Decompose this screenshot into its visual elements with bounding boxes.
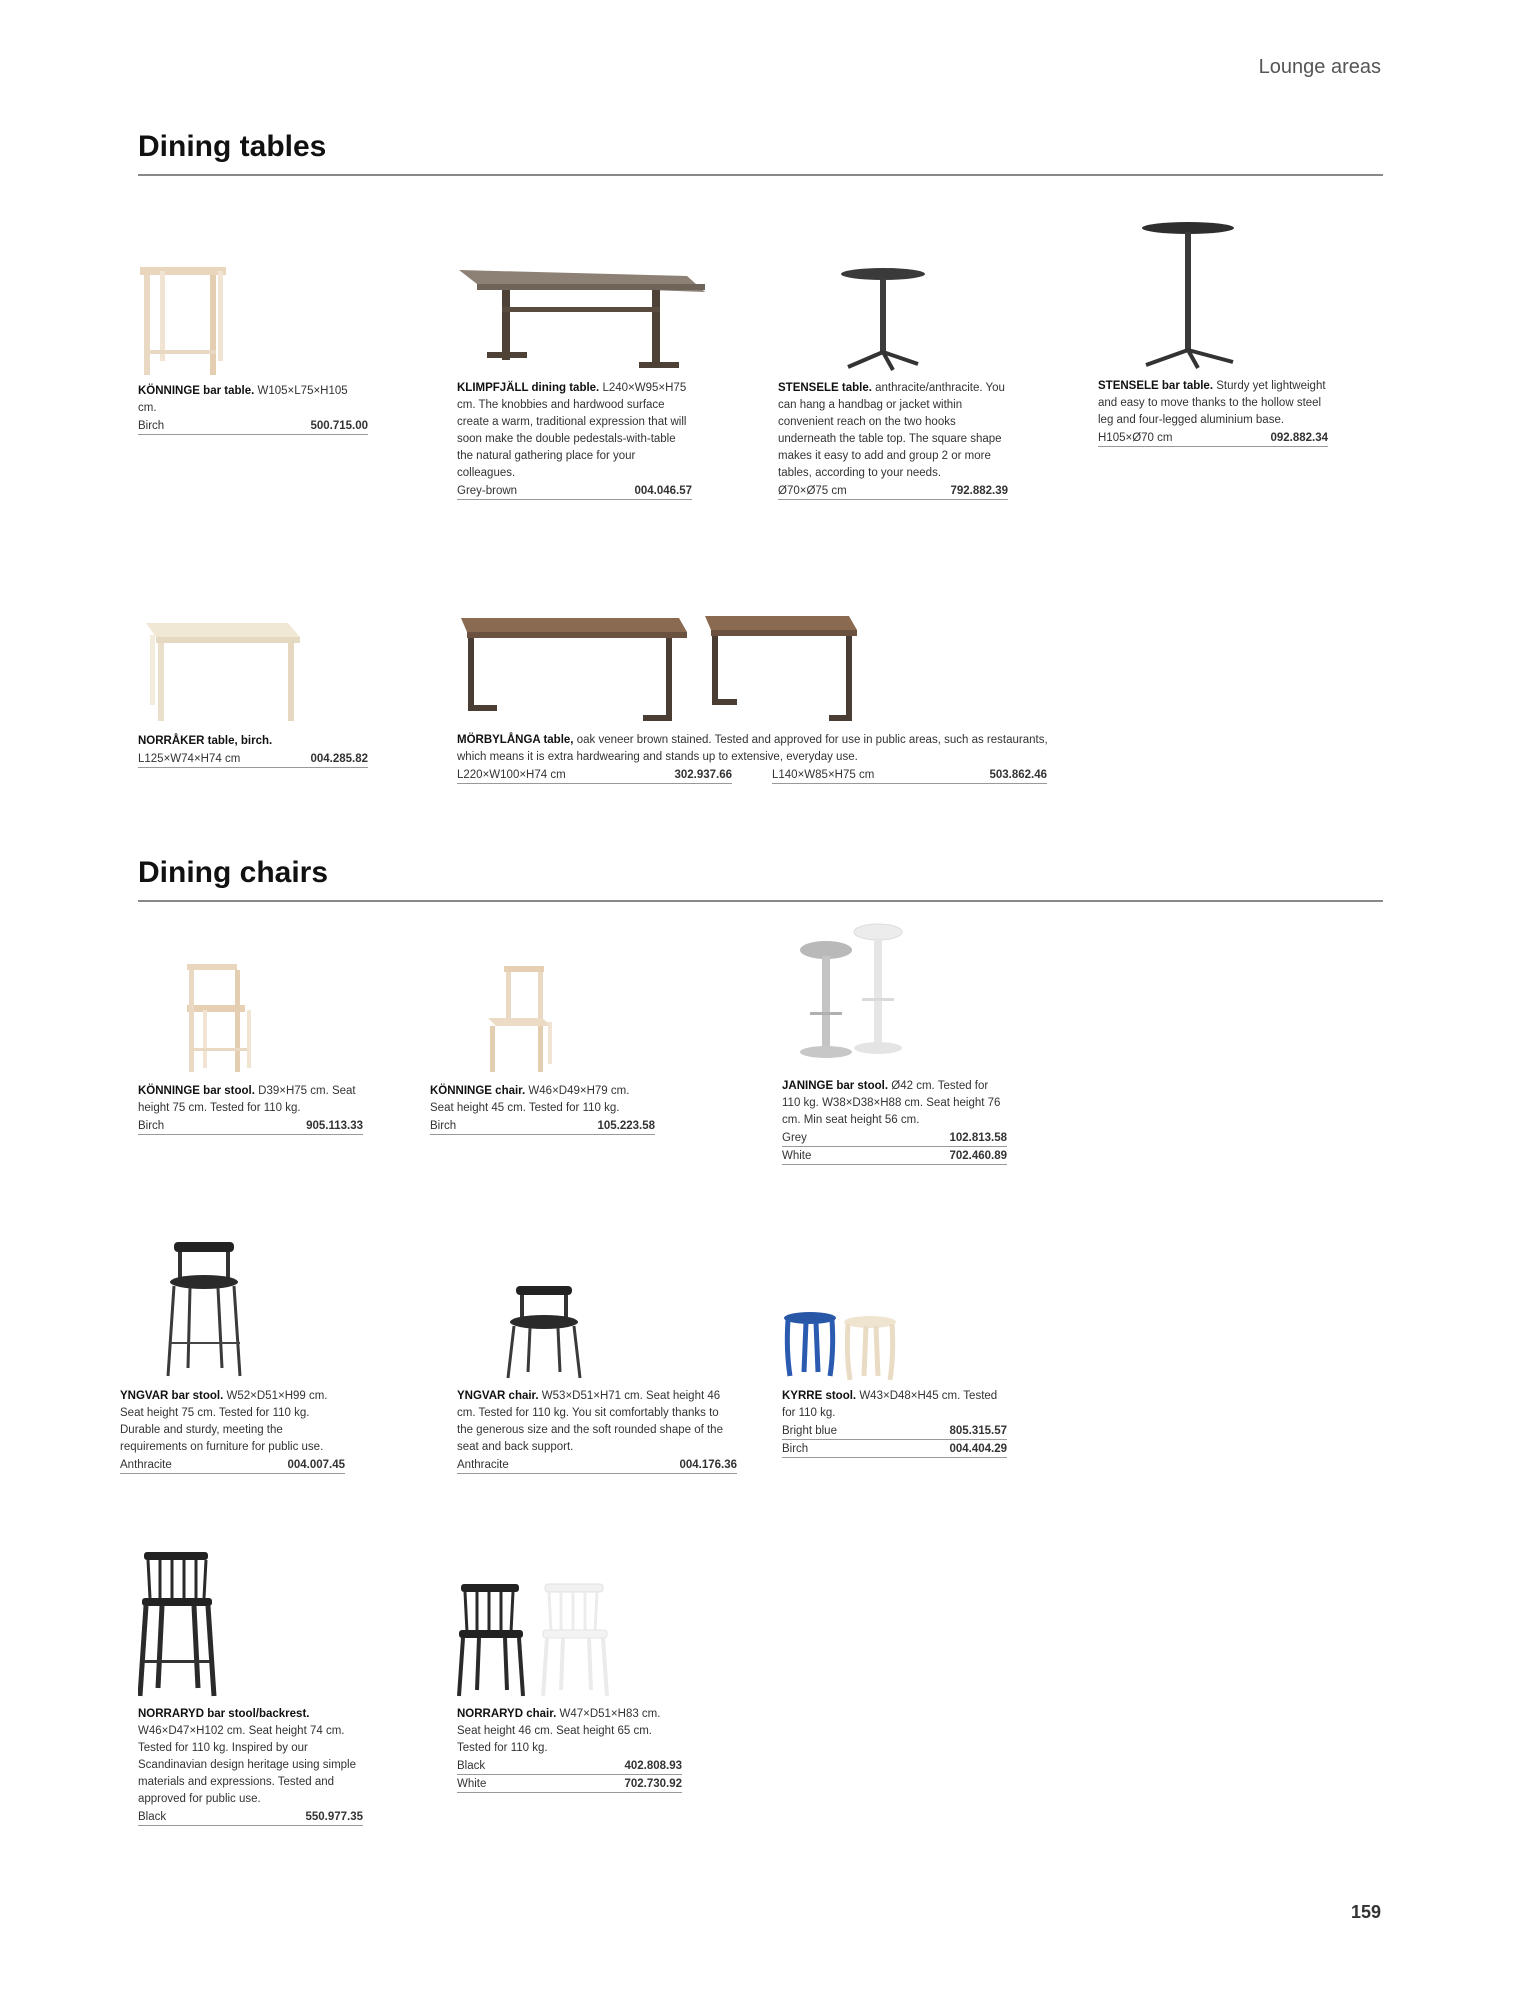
product-desc: W46×D49×H79 cm. Seat height 45 cm. Tested for 110 kg. [430,1085,630,1114]
product-name: STENSELE bar table. [1098,380,1214,392]
product-stensele-table[interactable] [778,262,1008,500]
konninge-bar-stool-image [183,960,363,1075]
price-row [457,1757,682,1775]
product-kyrre-stool[interactable] [782,1310,1007,1458]
dining-chairs-title: Dining chairs [138,856,329,889]
product-desc: W46×D47×H102 cm. Seat height 74 cm. Tested for 110 kg. Inspired by our Scandinavian design heritage using simple materials and expressions. Tested and approved for public use. [138,1725,357,1805]
product-konninge-bar-stool[interactable] [138,960,363,1135]
article-number: 302.937.66 [674,769,732,781]
product-name: KÖNNINGE bar table. [138,385,255,397]
product-janinge-bar-stool[interactable] [782,920,1007,1165]
dining-chairs-rule [138,900,1383,902]
product-name: NORRARYD bar stool/backrest. [138,1708,310,1720]
dining-tables-rule [138,174,1383,176]
product-stensele-bar-table[interactable] [1098,220,1328,447]
product-konninge-chair[interactable] [430,960,655,1135]
article-number: 004.404.29 [949,1443,1007,1455]
product-desc: Ø42 cm. Tested for 110 kg. W38×D38×H88 cm. Seat height 76 cm. Min seat height 56 cm. [782,1080,1001,1126]
variant-label: Black [138,1811,167,1823]
article-number: 702.730.92 [624,1778,682,1790]
yngvar-chair-image [502,1282,737,1380]
product-desc: W105×L75×H105 cm. [138,385,348,414]
product-desc: Sturdy yet lightweight and easy to move thanks to the hollow steel leg and four-legged aluminium base. [1098,380,1326,426]
product-name: KÖNNINGE chair. [430,1085,526,1097]
product-name: YNGVAR bar stool. [120,1390,224,1402]
price-row [430,1117,655,1135]
product-desc: W43×D48×H45 cm. Tested for 110 kg. [782,1390,998,1419]
variant-label: White [782,1150,812,1162]
article-number: 092.882.34 [1270,432,1328,444]
price-row [138,1117,363,1135]
price-row [782,1422,1007,1440]
dining-tables-title: Dining tables [138,130,327,163]
product-name: NORRÅKER table, birch. [138,735,273,747]
product-norraryd-bar-stool[interactable] [138,1548,363,1826]
price-row [782,1129,1007,1147]
price-row [772,766,1047,784]
variant-label: L125×W74×H74 cm [138,753,241,765]
article-number: 792.882.39 [950,485,1008,497]
variant-label: Black [457,1760,486,1772]
article-number: 805.315.57 [949,1425,1007,1437]
price-row [782,1147,1007,1165]
article-number: 105.223.58 [597,1120,655,1132]
product-konninge-bar-table[interactable] [138,255,368,435]
variant-label: Grey-brown [457,485,518,497]
article-number: 004.176.36 [679,1459,737,1471]
price-row [1098,429,1328,447]
product-desc: W52×D51×H99 cm. Seat height 75 cm. Tested for 110 kg. Durable and sturdy, meeting the requirements on furniture for public use. [120,1390,328,1453]
product-morbylanga-table[interactable] [457,612,1057,784]
product-desc: oak veneer brown stained. Tested and approved for use in public areas, such as restaurants, which means it is extra hardwearing and stands up to extensive, everyday use. [457,734,1048,763]
price-row [782,1440,1007,1458]
article-number: 102.813.58 [949,1132,1007,1144]
product-name: NORRARYD chair. [457,1708,557,1720]
price-row [457,1456,737,1474]
norraryd-chair-image [457,1580,682,1698]
article-number: 905.113.33 [306,1120,363,1132]
variant-label: H105×Ø70 cm [1098,432,1173,444]
norraryd-bar-stool-image [138,1548,363,1698]
page-number: 159 [1350,1902,1381,1922]
article-number: 500.715.00 [310,420,368,432]
article-number: 004.046.57 [634,485,692,497]
yngvar-bar-stool-image [160,1238,345,1380]
stensele-bar-table-image [1138,220,1328,370]
variant-label: Anthracite [120,1459,172,1471]
variant-label: Birch [138,1120,165,1132]
konninge-bar-table-image [138,255,368,375]
product-desc: anthracite/anthracite. You can hang a handbag or jacket within convenient reach on the two hooks underneath the table top. The square shape makes it easy to add and group 2 or more tables, according to your needs. [778,382,1005,479]
morbylanga-table-image [457,612,1057,724]
product-name: KLIMPFJÄLL dining table. [457,382,600,394]
janinge-bar-stool-image [786,920,1007,1070]
article-number: 402.808.93 [624,1760,682,1772]
variant-label: Grey [782,1132,807,1144]
product-yngvar-bar-stool[interactable] [120,1238,345,1474]
variant-label: Birch [782,1443,809,1455]
variant-label: Anthracite [457,1459,509,1471]
product-name: YNGVAR chair. [457,1390,539,1402]
norraker-table-image [138,615,368,725]
price-row [457,1775,682,1793]
variant-label: Ø70×Ø75 cm [778,485,847,497]
article-number: 702.460.89 [949,1150,1007,1162]
product-klimpfjall-table[interactable] [457,262,692,500]
variant-label: L140×W85×H75 cm [772,769,875,781]
stensele-table-image [838,262,1008,372]
product-name: KÖNNINGE bar stool. [138,1085,255,1097]
kyrre-stool-image [782,1310,1007,1380]
variant-label: Bright blue [782,1425,837,1437]
product-name: KYRRE stool. [782,1390,857,1402]
price-row [138,417,368,435]
section-header: Lounge areas [1258,56,1381,78]
product-name: STENSELE table. [778,382,872,394]
article-number: 004.007.45 [287,1459,345,1471]
price-row [457,482,692,500]
price-row [778,482,1008,500]
variant-label: Birch [138,420,165,432]
variant-label: L220×W100×H74 cm [457,769,566,781]
price-row [138,750,368,768]
price-row [120,1456,345,1474]
product-norraker-table[interactable] [138,615,368,768]
product-desc: W47×D51×H83 cm. Seat height 46 cm. Seat height 65 cm. Tested for 110 kg. [457,1708,661,1754]
product-norraryd-chair[interactable] [457,1580,682,1793]
klimpfjall-table-image [457,262,692,372]
variant-label: White [457,1778,487,1790]
product-name: MÖRBYLÅNGA table, [457,734,574,746]
product-desc: L240×W95×H75 cm. The knobbies and hardwood surface create a warm, traditional expression that will soon make the double pedestals-with-table the natural gathering place for your colleagues. [457,382,687,479]
product-name: JANINGE bar stool. [782,1080,889,1092]
article-number: 004.285.82 [310,753,368,765]
variant-label: Birch [430,1120,457,1132]
product-yngvar-chair[interactable] [457,1282,737,1474]
price-row [138,1808,363,1826]
article-number: 550.977.35 [305,1811,363,1823]
product-desc: D39×H75 cm. Seat height 75 cm. Tested for 110 kg. [138,1085,356,1114]
price-row [457,766,732,784]
product-desc: W53×D51×H71 cm. Seat height 46 cm. Tested for 110 kg. You sit comfortably thanks to the generous size and the soft rounded shape of the seat and back support. [457,1390,723,1453]
konninge-chair-image [482,960,655,1075]
article-number: 503.862.46 [989,769,1047,781]
